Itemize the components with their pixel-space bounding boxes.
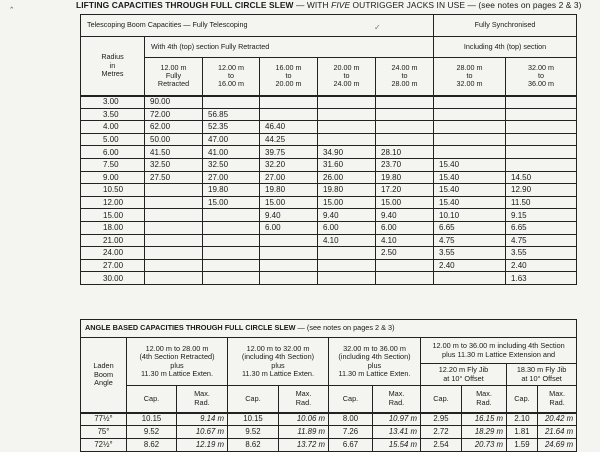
table-row xyxy=(81,247,577,260)
capacity-cell: 4.10 xyxy=(376,234,434,247)
radius-cell: 3.00 xyxy=(81,96,145,109)
capacity-cell xyxy=(203,247,260,260)
jib-12-header: 12.20 m Fly Jib at 10° Offset xyxy=(421,364,507,386)
table-row xyxy=(81,413,577,426)
capacity-cell: 41.00 xyxy=(203,146,260,159)
radius-cell: 30.00 xyxy=(81,272,145,285)
capacity-cell: 50.00 xyxy=(145,133,203,146)
capacity-cell xyxy=(376,133,434,146)
jib-18-header: 18.30 m Fly Jib at 10° Offset xyxy=(507,364,577,386)
capacity-cell: 9.15 xyxy=(506,209,577,222)
capacity-cell: 32.20 xyxy=(260,158,318,171)
capacity-cell xyxy=(376,272,434,285)
capacity-cell xyxy=(260,96,318,109)
capacity-cell: 15.40 xyxy=(434,158,506,171)
capacity-cell xyxy=(145,234,203,247)
cap-header: Cap. xyxy=(421,386,462,413)
table-row xyxy=(81,184,577,197)
capacity-cell: 8.62 xyxy=(127,439,177,452)
column-header: 12.00 m Fully Retracted xyxy=(145,58,203,96)
radius-cell: 4.00 xyxy=(81,121,145,134)
check-mark: ✓ xyxy=(374,23,381,32)
capacity-cell: 34.90 xyxy=(318,146,376,159)
capacity-cell xyxy=(203,221,260,234)
max-rad-header: Max. Rad. xyxy=(462,386,507,413)
capacity-cell xyxy=(318,133,376,146)
subheader-retracted: With 4th (top) section Fully Retracted xyxy=(145,37,434,58)
title-dash: — WITH xyxy=(293,0,332,10)
table-row xyxy=(81,259,577,272)
capacity-cell: 9.40 xyxy=(318,209,376,222)
radius-cell: 21.00 xyxy=(81,234,145,247)
capacity-cell xyxy=(318,272,376,285)
max-radius-cell: 9.14 m xyxy=(177,413,228,426)
radius-cell: 10.50 xyxy=(81,184,145,197)
table-row xyxy=(81,221,577,234)
capacity-cell: 2.40 xyxy=(434,259,506,272)
capacity-cell: 26.00 xyxy=(318,171,376,184)
capacity-cell xyxy=(318,259,376,272)
capacity-cell: 2.54 xyxy=(421,439,462,452)
capacity-cell xyxy=(434,108,506,121)
capacity-cell xyxy=(145,247,203,260)
capacity-cell: 3.55 xyxy=(506,247,577,260)
angle-cell: 75° xyxy=(81,426,127,439)
capacity-cell xyxy=(145,209,203,222)
subheader-including: Including 4th (top) section xyxy=(434,37,577,58)
angle-table-title: ANGLE BASED CAPACITIES THROUGH FULL CIRCLE SLEW — (see notes on pages 2 & 3) xyxy=(81,320,577,338)
capacity-cell: 15.00 xyxy=(376,196,434,209)
capacity-cell xyxy=(506,146,577,159)
capacity-cell: 15.40 xyxy=(434,196,506,209)
capacity-cell: 4.75 xyxy=(506,234,577,247)
radius-cell: 9.00 xyxy=(81,171,145,184)
group-3: 32.00 m to 36.00 m (including 4th Section) plus 11.30 m Lattice Exten. xyxy=(329,338,421,386)
radius-cell: 18.00 xyxy=(81,221,145,234)
capacity-cell: 1.59 xyxy=(507,439,538,452)
capacity-cell xyxy=(506,108,577,121)
capacity-cell: 31.60 xyxy=(318,158,376,171)
capacity-cell: 9.52 xyxy=(127,426,177,439)
group-2: 12.00 m to 32.00 m (including 4th Section) plus 11.30 m Lattice Exten. xyxy=(228,338,329,386)
table-row xyxy=(81,426,577,439)
capacity-cell xyxy=(260,259,318,272)
capacity-cell: 15.00 xyxy=(203,196,260,209)
max-radius-cell: 24.69 m xyxy=(538,439,577,452)
table-row xyxy=(81,158,577,171)
capacity-cell: 32.50 xyxy=(203,158,260,171)
capacity-cell: 27.00 xyxy=(203,171,260,184)
radius-cell: 27.00 xyxy=(81,259,145,272)
capacity-cell: 15.00 xyxy=(318,196,376,209)
max-radius-cell: 20.42 m xyxy=(538,413,577,426)
capacity-cell: 15.40 xyxy=(434,184,506,197)
radius-cell: 6.00 xyxy=(81,146,145,159)
capacity-cell xyxy=(203,209,260,222)
capacity-cell xyxy=(260,247,318,260)
capacity-cell: 2.95 xyxy=(421,413,462,426)
capacity-cell xyxy=(376,96,434,109)
column-header: 12.00 m to 16.00 m xyxy=(203,58,260,96)
capacity-cell: 6.00 xyxy=(260,221,318,234)
capacity-cell: 6.67 xyxy=(329,439,373,452)
capacity-cell xyxy=(318,121,376,134)
capacity-cell xyxy=(506,96,577,109)
group-4: 12.00 m to 36.00 m including 4th Section plus 11.30 m Lattice Extension and xyxy=(421,338,577,364)
capacity-cell: 14.50 xyxy=(506,171,577,184)
capacity-cell: 28.10 xyxy=(376,146,434,159)
table-row xyxy=(81,133,577,146)
capacity-cell: 72.00 xyxy=(145,108,203,121)
corner-mark: ‸ xyxy=(10,0,14,9)
capacity-cell xyxy=(145,259,203,272)
capacity-cell xyxy=(506,133,577,146)
capacity-cell: 6.00 xyxy=(376,221,434,234)
cap-header: Cap. xyxy=(228,386,279,413)
capacity-cell: 9.40 xyxy=(260,209,318,222)
capacity-cell: 19.80 xyxy=(203,184,260,197)
capacity-cell xyxy=(376,259,434,272)
capacity-cell xyxy=(260,272,318,285)
capacity-cell xyxy=(145,196,203,209)
max-radius-cell: 11.89 m xyxy=(279,426,329,439)
page-title xyxy=(76,0,582,10)
max-rad-header: Max. Rad. xyxy=(279,386,329,413)
capacity-cell: 27.50 xyxy=(145,171,203,184)
capacity-cell: 3.55 xyxy=(434,247,506,260)
capacity-cell: 41.50 xyxy=(145,146,203,159)
capacity-cell: 6.65 xyxy=(506,221,577,234)
max-rad-header: Max. Rad. xyxy=(177,386,228,413)
capacity-cell: 7.26 xyxy=(329,426,373,439)
title-five: FIVE xyxy=(331,0,351,10)
group-1: 12.00 m to 28.00 m (4th Section Retracted) plus 11.30 m Lattice Exten. xyxy=(127,338,228,386)
radius-cell: 7.50 xyxy=(81,158,145,171)
capacity-cell: 2.10 xyxy=(507,413,538,426)
title-rest: OUTRIGGER JACKS IN USE xyxy=(350,0,466,10)
capacity-cell: 47.00 xyxy=(203,133,260,146)
max-radius-cell: 10.67 m xyxy=(177,426,228,439)
table-row xyxy=(81,234,577,247)
group-telescoping: Telescoping Boom Capacities — Fully Telescoping xyxy=(81,15,434,37)
capacity-cell xyxy=(260,108,318,121)
capacity-cell: 2.72 xyxy=(421,426,462,439)
column-header: 20.00 m to 24.00 m xyxy=(318,58,376,96)
max-radius-cell: 13.72 m xyxy=(279,439,329,452)
radius-cell: 5.00 xyxy=(81,133,145,146)
capacity-cell xyxy=(376,108,434,121)
capacity-cell: 19.80 xyxy=(318,184,376,197)
max-radius-cell: 10.06 m xyxy=(279,413,329,426)
capacity-cell xyxy=(434,121,506,134)
table-row xyxy=(81,209,577,222)
angle-header: Laden Boom Angle xyxy=(81,338,127,413)
capacity-cell: 17.20 xyxy=(376,184,434,197)
capacity-cell: 11.50 xyxy=(506,196,577,209)
max-radius-cell: 10.97 m xyxy=(373,413,421,426)
capacity-cell xyxy=(203,234,260,247)
capacity-cell: 6.65 xyxy=(434,221,506,234)
capacity-cell xyxy=(318,108,376,121)
capacity-cell: 1.81 xyxy=(507,426,538,439)
capacity-cell xyxy=(145,221,203,234)
radius-header: Radius in Metres xyxy=(81,37,145,96)
title-main: LIFTING CAPACITIES THROUGH FULL CIRCLE SLEW xyxy=(76,0,294,10)
column-header: 24.00 m to 28.00 m xyxy=(376,58,434,96)
max-radius-cell: 15.54 m xyxy=(373,439,421,452)
capacity-cell xyxy=(203,272,260,285)
capacity-cell: 15.40 xyxy=(434,171,506,184)
capacity-cell: 19.80 xyxy=(260,184,318,197)
table-row xyxy=(81,146,577,159)
capacity-cell: 8.62 xyxy=(228,439,279,452)
max-radius-cell: 18.29 m xyxy=(462,426,507,439)
group-synchronised: Fully Synchronised xyxy=(434,15,577,37)
table-row xyxy=(81,196,577,209)
capacity-cell: 8.00 xyxy=(329,413,373,426)
radius-cell: 15.00 xyxy=(81,209,145,222)
capacity-cell: 9.52 xyxy=(228,426,279,439)
capacity-cell xyxy=(434,133,506,146)
title-note: — (see notes on pages 2 & 3) xyxy=(465,0,582,10)
table-row xyxy=(81,96,577,109)
capacity-cell: 46.40 xyxy=(260,121,318,134)
radius-cell: 24.00 xyxy=(81,247,145,260)
capacity-cell: 19.80 xyxy=(376,171,434,184)
capacity-cell: 4.75 xyxy=(434,234,506,247)
angle-cell: 72½° xyxy=(81,439,127,452)
radius-cell: 12.00 xyxy=(81,196,145,209)
capacity-cell: 39.75 xyxy=(260,146,318,159)
cap-header: Cap. xyxy=(329,386,373,413)
capacity-cell: 52.35 xyxy=(203,121,260,134)
angle-capacity-table xyxy=(80,319,577,452)
capacity-cell xyxy=(145,184,203,197)
capacity-cell xyxy=(145,272,203,285)
radius-cell: 3.50 xyxy=(81,108,145,121)
max-rad-header: Max. Rad. xyxy=(538,386,577,413)
capacity-cell: 10.15 xyxy=(228,413,279,426)
table-row xyxy=(81,108,577,121)
capacity-cell: 15.00 xyxy=(260,196,318,209)
capacity-cell: 2.50 xyxy=(376,247,434,260)
max-radius-cell: 13.41 m xyxy=(373,426,421,439)
column-header: 32.00 m to 36.00 m xyxy=(506,58,577,96)
cap-header: Cap. xyxy=(127,386,177,413)
capacity-cell: 1.63 xyxy=(506,272,577,285)
capacity-cell xyxy=(376,121,434,134)
capacity-cell: 90.00 xyxy=(145,96,203,109)
angle-cell: 77½° xyxy=(81,413,127,426)
capacity-cell xyxy=(203,96,260,109)
capacity-cell: 23.70 xyxy=(376,158,434,171)
max-rad-header: Max. Rad. xyxy=(373,386,421,413)
capacity-cell: 62.00 xyxy=(145,121,203,134)
capacity-cell: 4.10 xyxy=(318,234,376,247)
capacity-cell: 27.00 xyxy=(260,171,318,184)
capacity-cell xyxy=(506,121,577,134)
capacity-cell: 2.40 xyxy=(506,259,577,272)
capacity-cell xyxy=(318,247,376,260)
capacity-cell: 12.90 xyxy=(506,184,577,197)
lifting-capacity-table xyxy=(80,14,577,285)
capacity-cell xyxy=(434,272,506,285)
column-header: 28.00 m to 32.00 m xyxy=(434,58,506,96)
max-radius-cell: 16.15 m xyxy=(462,413,507,426)
max-radius-cell: 12.19 m xyxy=(177,439,228,452)
capacity-cell xyxy=(203,259,260,272)
capacity-cell xyxy=(434,146,506,159)
capacity-cell: 10.10 xyxy=(434,209,506,222)
capacity-cell xyxy=(318,96,376,109)
capacity-cell: 10.15 xyxy=(127,413,177,426)
capacity-cell: 44.25 xyxy=(260,133,318,146)
table-row xyxy=(81,171,577,184)
capacity-cell: 9.40 xyxy=(376,209,434,222)
capacity-cell: 6.00 xyxy=(318,221,376,234)
max-radius-cell: 21.64 m xyxy=(538,426,577,439)
column-header: 16.00 m to 20.00 m xyxy=(260,58,318,96)
max-radius-cell: 20.73 m xyxy=(462,439,507,452)
table-row xyxy=(81,272,577,285)
capacity-cell xyxy=(434,96,506,109)
table-row xyxy=(81,121,577,134)
capacity-cell xyxy=(506,158,577,171)
cap-header: Cap. xyxy=(507,386,538,413)
capacity-cell: 32.50 xyxy=(145,158,203,171)
capacity-cell xyxy=(260,234,318,247)
capacity-cell: 56.85 xyxy=(203,108,260,121)
